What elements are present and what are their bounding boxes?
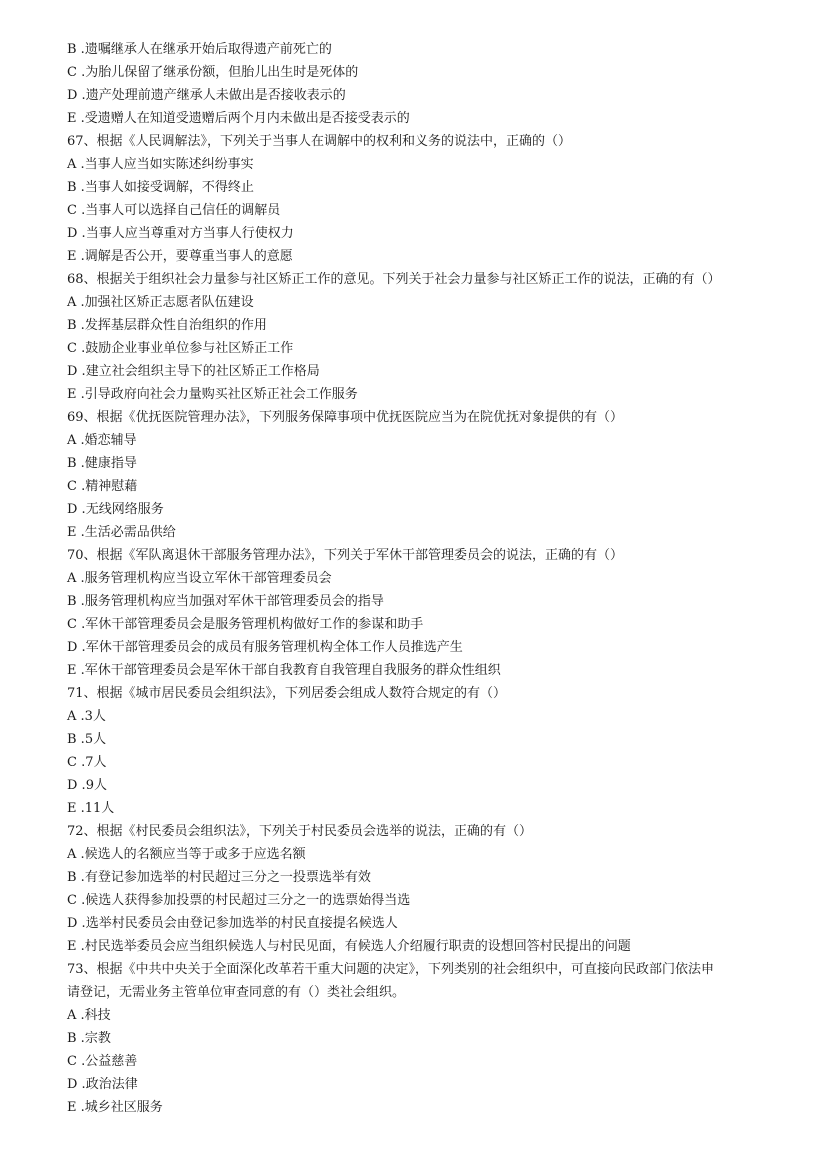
answer-option: E .城乡社区服务 (67, 1100, 163, 1115)
answer-option: C .为胎儿保留了继承份额，但胎儿出生时是死体的 (67, 65, 359, 80)
question-text: 72、根据《村民委员会组织法》，下列关于村民委员会选举的说法，正确的有（） (67, 824, 533, 839)
answer-option: C .军休干部管理委员会是服务管理机构做好工作的参谋和助手 (67, 617, 424, 632)
answer-option: B .服务管理机构应当加强对军休干部管理委员会的指导 (67, 594, 384, 609)
answer-option: C .精神慰藉 (67, 479, 138, 494)
answer-option: E .村民选举委员会应当组织候选人与村民见面，有候选人介绍履行职责的设想回答村民提出的问题 (67, 939, 631, 954)
answer-option: C .7人 (67, 755, 107, 770)
answer-option: D .军休干部管理委员会的成员有服务管理机构全体工作人员推选产生 (67, 640, 463, 655)
question-text: 70、根据《军队离退休干部服务管理办法》，下列关于军休干部管理委员会的说法，正确的有（） (67, 548, 624, 563)
answer-option: E .生活必需品供给 (67, 525, 176, 540)
answer-option: C .鼓励企业事业单位参与社区矫正工作 (67, 341, 294, 356)
question-text: 67、根据《人民调解法》，下列关于当事人在调解中的权利和义务的说法中，正确的（） (67, 134, 572, 149)
answer-option: A .当事人应当如实陈述纠纷事实 (67, 157, 254, 172)
question-text: 69、根据《优抚医院管理办法》，下列服务保障事项中优抚医院应当为在院优抚对象提供的有（） (67, 410, 624, 425)
answer-option: B .发挥基层群众性自治组织的作用 (67, 318, 267, 333)
answer-option: A .婚恋辅导 (67, 433, 137, 448)
answer-option: E .调解是否公开，要尊重当事人的意愿 (67, 249, 293, 264)
answer-option: E .军休干部管理委员会是军休干部自我教育自我管理自我服务的群众性组织 (67, 663, 501, 678)
question-text: 73、根据《中共中央关于全面深化改革若干重大问题的决定》，下列类别的社会组织中，可直接向民政部门依法申 (67, 962, 715, 977)
question-text: 68、根据关于组织社会力量参与社区矫正工作的意见。下列关于社会力量参与社区矫正工作的说法，正确的有（） (67, 272, 721, 287)
answer-option: D .9人 (67, 778, 107, 793)
question-text: 请登记，无需业务主管单位审查同意的有（）类社会组织。 (67, 985, 406, 1000)
answer-option: D .选举村民委员会由登记参加选举的村民直接提名候选人 (67, 916, 398, 931)
answer-option: D .建立社会组织主导下的社区矫正工作格局 (67, 364, 320, 379)
question-text: 71、根据《城市居民委员会组织法》，下列居委会组成人数符合规定的有（） (67, 686, 507, 701)
answer-option: C .候选人获得参加投票的村民超过三分之一的选票始得当选 (67, 893, 411, 908)
answer-option: E .引导政府向社会力量购买社区矫正社会工作服务 (67, 387, 358, 402)
answer-option: C .当事人可以选择自己信任的调解员 (67, 203, 281, 218)
answer-option: D .当事人应当尊重对方当事人行使权力 (67, 226, 294, 241)
answer-option: B .5人 (67, 732, 107, 747)
answer-option: D .政治法律 (67, 1077, 138, 1092)
answer-option: E .受遗赠人在知道受遗赠后两个月内未做出是否接受表示的 (67, 111, 410, 126)
answer-option: A .加强社区矫正志愿者队伍建设 (67, 295, 254, 310)
answer-option: D .无线网络服务 (67, 502, 164, 517)
answer-option: B .遗嘱继承人在继承开始后取得遗产前死亡的 (67, 42, 332, 57)
answer-option: B .健康指导 (67, 456, 137, 471)
answer-option: B .当事人如接受调解，不得终止 (67, 180, 254, 195)
answer-option: A .候选人的名额应当等于或多于应选名额 (67, 847, 306, 862)
answer-option: B .有登记参加选举的村民超过三分之一投票选举有效 (67, 870, 371, 885)
answer-option: A .3人 (67, 709, 106, 724)
answer-option: D .遗产处理前遗产继承人未做出是否接收表示的 (67, 88, 346, 103)
answer-option: A .科技 (67, 1008, 111, 1023)
answer-option: B .宗教 (67, 1031, 111, 1046)
document-body (67, 38, 767, 1119)
answer-option: C .公益慈善 (67, 1054, 138, 1069)
answer-option: A .服务管理机构应当设立军休干部管理委员会 (67, 571, 332, 586)
answer-option: E .11人 (67, 801, 115, 816)
